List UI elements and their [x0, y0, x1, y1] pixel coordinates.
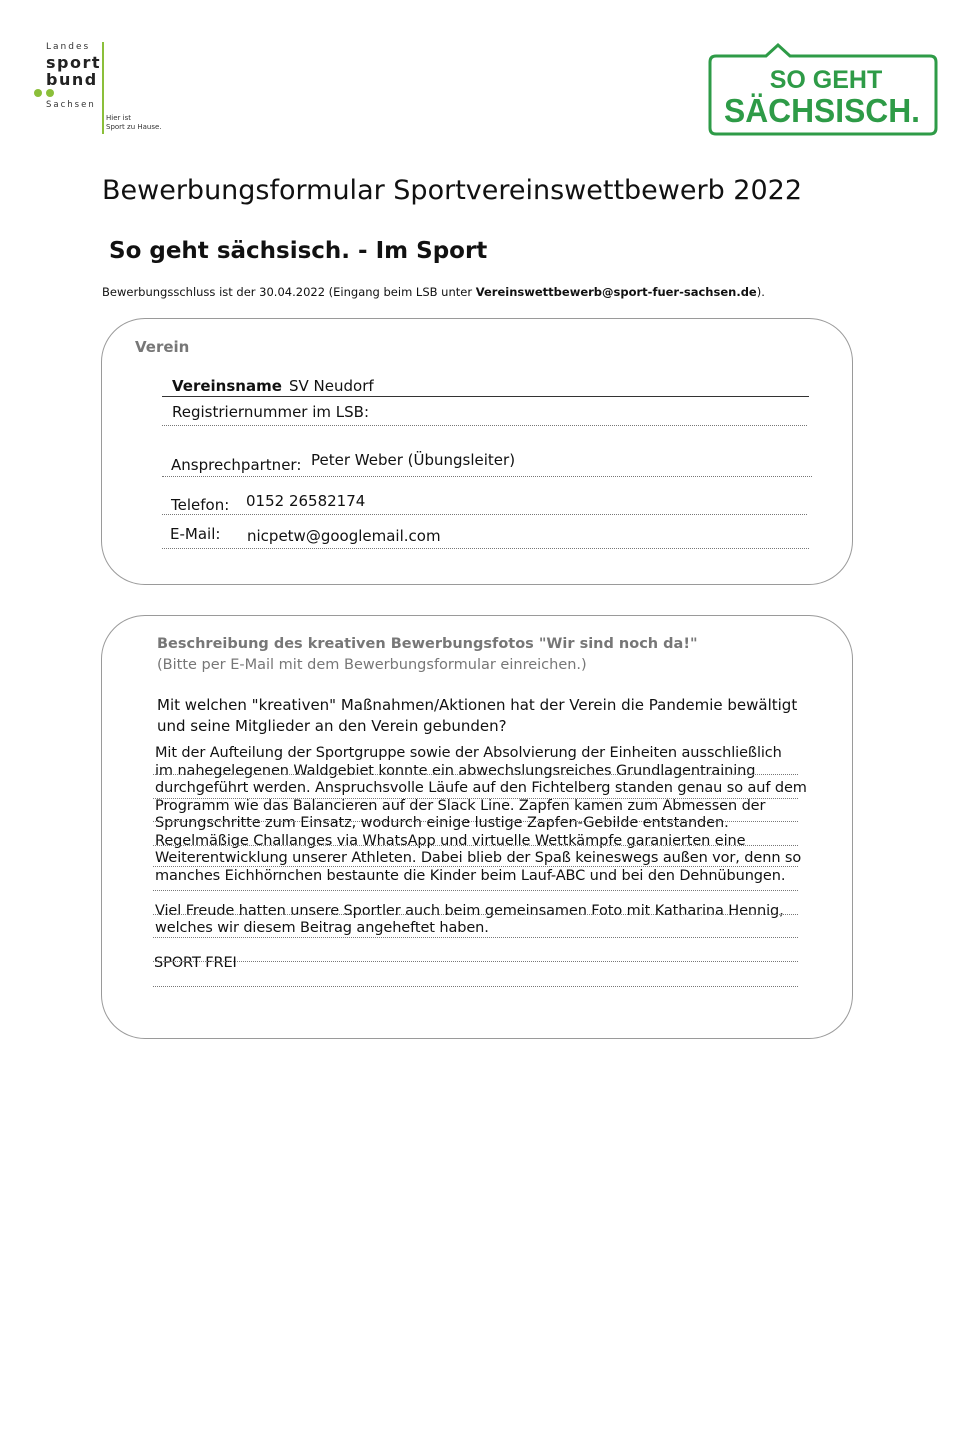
answer-line[interactable]: manches Eichhörnchen bestaunte die Kinder beim Lauf-ABC und bei den Dehnübungen. [155, 868, 786, 884]
lsb-logo-line4: Sachsen [46, 100, 96, 110]
answer-underline [153, 890, 798, 891]
question-line-1: Mit welchen "kreativen" Maßnahmen/Aktionen hat der Verein die Pandemie bewältigt [157, 696, 798, 714]
page-title: Bewerbungsformular Sportvereinswettbewerb 2022 [102, 175, 803, 206]
beschreibung-note: (Bitte per E-Mail mit dem Bewerbungsformular einreichen.) [157, 657, 587, 673]
answer-line[interactable]: Viel Freude hatten unsere Sportler auch beim gemeinsamen Foto mit Katharina Hennig, [155, 903, 784, 919]
answer-line[interactable]: welches wir diesem Beitrag angeheftet haben. [155, 920, 489, 936]
deadline-end: ). [756, 285, 765, 299]
so-geht-saechsisch-logo [708, 42, 940, 138]
vereinsname-underline [162, 396, 809, 397]
answer-underline [153, 821, 798, 822]
deadline-email: Vereinswettbewerb@sport-fuer-sachsen.de [475, 285, 757, 299]
ansprechpartner-underline [162, 476, 812, 477]
deadline-note [102, 285, 765, 299]
ansprechpartner-field[interactable]: Peter Weber (Übungsleiter) [311, 451, 516, 469]
vereinsname-field[interactable]: SV Neudorf [289, 377, 374, 395]
verein-section-label: Verein [135, 338, 190, 356]
answer-underline [153, 986, 798, 987]
sgs-logo-line2: SÄCHSISCH. [724, 92, 920, 129]
lsb-logo-tagline [106, 114, 162, 132]
answer-line[interactable]: durchgeführt werden. Anspruchsvolle Läufe auf den Fichtelberg standen genau so auf dem [155, 780, 807, 796]
ansprechpartner-label: Ansprechpartner: [171, 456, 302, 474]
answer-underline [153, 845, 798, 846]
registriernummer-label: Registriernummer im LSB: [172, 403, 369, 421]
lsb-logo [40, 42, 190, 137]
lsb-tagline-line1: Hier ist [106, 114, 131, 122]
question-line-2: und seine Mitglieder an den Verein gebunden? [157, 717, 507, 735]
lsb-logo-line3: bund [46, 70, 98, 89]
lsb-logo-dot [46, 89, 54, 97]
telefon-underline [162, 514, 807, 515]
answer-line[interactable]: Sprungschritte zum Einsatz, wodurch einige lustige Zapfen-Gebilde entstanden. [155, 815, 729, 831]
vereinsname-label: Vereinsname [172, 377, 282, 395]
answer-line[interactable]: Regelmäßige Challanges via WhatsApp und virtuelle Wettkämpfe garanierten eine [155, 833, 746, 849]
answer-line[interactable]: im nahegelegenen Waldgebiet konnte ein abwechslungsreiches Grundlagentraining [155, 763, 756, 779]
registriernummer-field[interactable] [162, 425, 807, 426]
answer-underline [153, 937, 798, 938]
sgs-logo-line1: SO GEHT [769, 66, 883, 94]
answer-line[interactable]: Weiterentwicklung unserer Athleten. Dabei blieb der Spaß keineswegs außen vor, denn so [155, 850, 802, 866]
answer-underline [153, 961, 798, 962]
lsb-logo-dot [34, 89, 42, 97]
email-field[interactable]: nicpetw@googlemail.com [247, 527, 441, 545]
email-label: E-Mail: [170, 525, 221, 543]
lsb-tagline-line2: Sport zu Hause. [106, 123, 162, 131]
lsb-logo-line2: sport [46, 53, 102, 72]
beschreibung-heading: Beschreibung des kreativen Bewerbungsfotos "Wir sind noch da!" [157, 636, 698, 652]
answer-underline [153, 774, 798, 775]
sgs-logo-frame [708, 42, 940, 138]
telefon-field[interactable]: 0152 26582174 [246, 492, 366, 510]
answer-underline [153, 914, 798, 915]
email-underline [162, 548, 809, 549]
answer-line[interactable]: Programm wie das Balancieren auf der Slack Line. Zapfen kamen zum Abmessen der [155, 798, 766, 814]
answer-underline [153, 866, 798, 867]
deadline-text: Bewerbungsschluss ist der 30.04.2022 (Eingang beim LSB unter [102, 285, 476, 299]
answer-line[interactable]: SPORT FREI [154, 955, 237, 971]
lsb-logo-line1: Landes [46, 42, 91, 52]
answer-line[interactable]: Mit der Aufteilung der Sportgruppe sowie der Absolvierung der Einheiten ausschließlich [155, 745, 782, 761]
page-subtitle: So geht sächsisch. - Im Sport [109, 238, 488, 264]
telefon-label: Telefon: [171, 496, 230, 514]
lsb-logo-bar [102, 42, 104, 134]
